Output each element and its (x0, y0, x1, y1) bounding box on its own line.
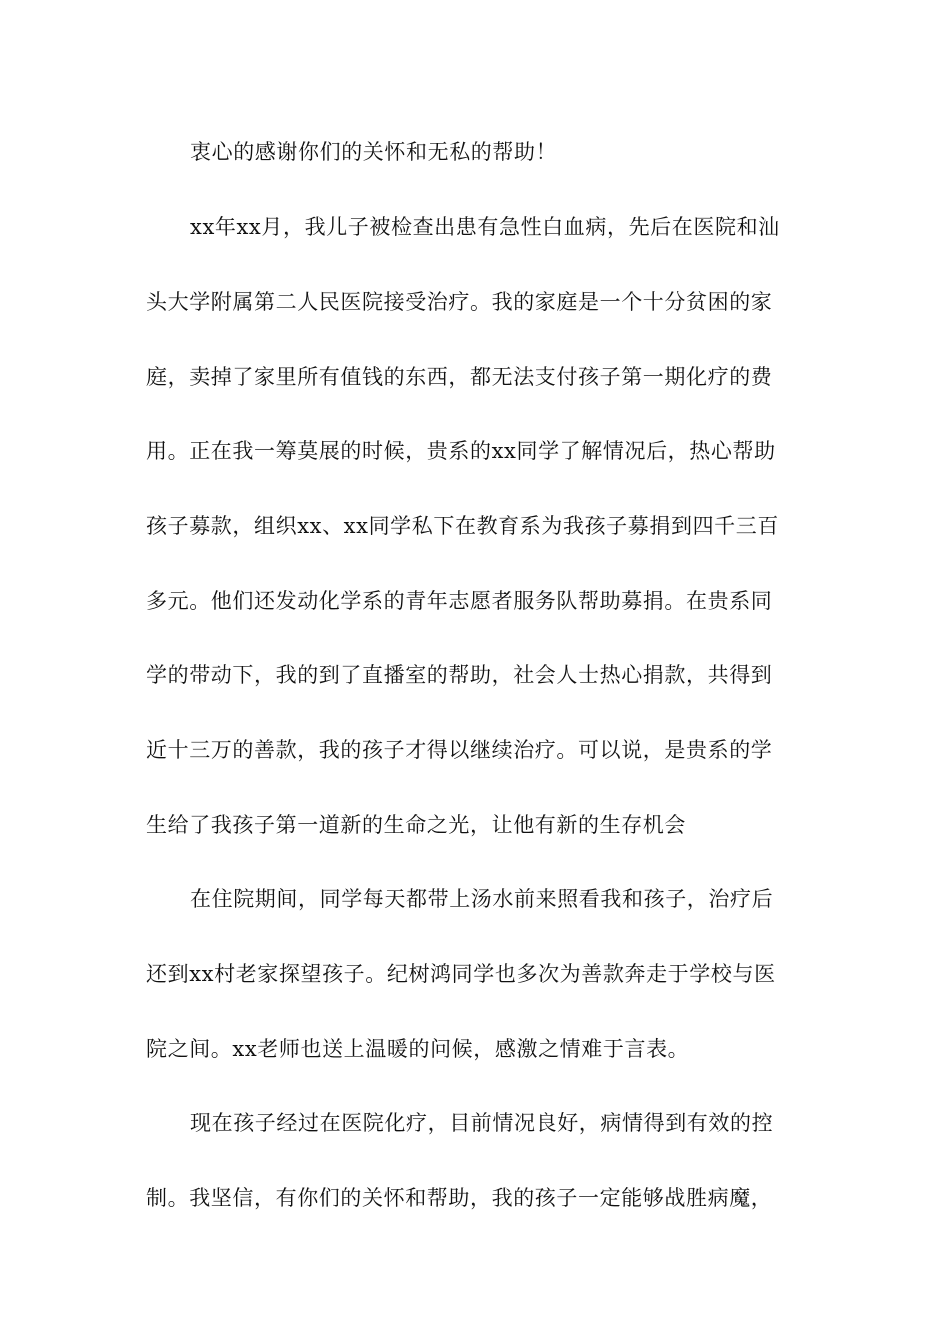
paragraph-1-line-1: 衷心的感谢你们的关怀和无私的帮助！ (190, 140, 558, 164)
paragraph-2-line-8: 近十三万的善款，我的孩子才得以继续治疗。可以说，是贵系的学 (146, 738, 773, 762)
paragraph-3-line-2: 还到xx村老家探望孩子。纪树鸿同学也多次为善款奔走于学校与医 (146, 962, 776, 986)
paragraph-2-line-9: 生给了我孩子第一道新的生命之光，让他有新的生存机会 (146, 813, 686, 837)
paragraph-4-line-1: 现在孩子经过在医院化疗，目前情况良好，病情得到有效的控 (190, 1111, 774, 1135)
paragraph-3-line-3: 院之间。xx老师也送上温暖的问候，感激之情难于言表。 (146, 1037, 690, 1061)
paragraph-2-line-6: 多元。他们还发动化学系的青年志愿者服务队帮助募捐。在贵系同 (146, 589, 773, 613)
paragraph-2-line-1: xx年xx月，我儿子被检查出患有急性白血病，先后在医院和汕 (190, 215, 780, 239)
paragraph-2-line-2: 头大学附属第二人民医院接受治疗。我的家庭是一个十分贫困的家 (146, 290, 773, 314)
paragraph-2-line-3: 庭，卖掉了家里所有值钱的东西，都无法支付孩子第一期化疗的费 (146, 365, 773, 389)
paragraph-2-line-4: 用。正在我一筹莫展的时候，贵系的xx同学了解情况后，热心帮助 (146, 439, 776, 463)
paragraph-3-line-1: 在住院期间，同学每天都带上汤水前来照看我和孩子，治疗后 (190, 887, 774, 911)
paragraph-2-line-7: 学的带动下，我的到了直播室的帮助，社会人士热心捐款，共得到 (146, 663, 773, 687)
paragraph-2-line-5: 孩子募款，组织xx、xx同学私下在教育系为我孩子募捐到四千三百 (146, 514, 779, 538)
paragraph-4-line-2: 制。我坚信，有你们的关怀和帮助，我的孩子一定能够战胜病魔， (146, 1186, 773, 1210)
